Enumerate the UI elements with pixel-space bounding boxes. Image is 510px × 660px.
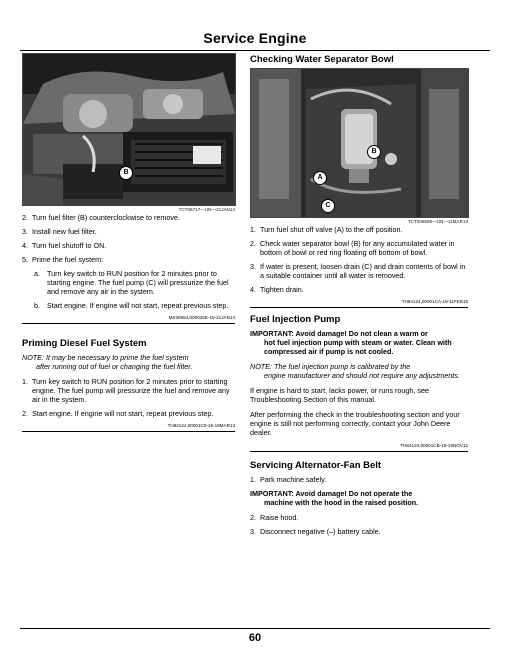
right-column <box>250 53 468 541</box>
important-alternator: IMPORTANT: Avoid damage! Do not operate the machine with the hood in the raised position. <box>250 489 419 507</box>
section-heading-priming: Priming Diesel Fuel System <box>22 338 147 349</box>
water-separator-photo <box>250 68 469 218</box>
callout-b: B <box>367 145 381 159</box>
page-title: Service Engine <box>203 30 307 46</box>
list-item: 3. Disconnect negative (–) battery cable. <box>250 527 381 536</box>
list-item: 3. If water is present, loosen drain (C) and drain contents of bowl in a suitable container until all water is removed. <box>250 262 466 280</box>
engine-illustration <box>23 54 235 205</box>
section-divider <box>250 451 468 452</box>
fuel-filter-photo <box>22 53 236 206</box>
reference-code: TH84124,00001CA-19-11FEB15 <box>401 299 468 304</box>
list-item: 5. Prime the fuel system: <box>22 255 104 264</box>
callout-c: C <box>321 199 335 213</box>
section-divider <box>22 323 235 324</box>
section-divider <box>250 307 468 308</box>
note-priming: NOTE: It may be necessary to prime the fuel system after running out of fuel or changing the fuel filter. <box>22 353 193 371</box>
reference-code: TH84124,00001CB-19-19NOV12 <box>400 443 468 448</box>
section-heading-water: Checking Water Separator Bowl <box>250 54 394 65</box>
alternator-steps <box>250 513 468 536</box>
list-item: b. Start engine. If engine will not start, repeat previous step. <box>34 301 229 310</box>
list-item: 2. Start engine. If engine will not start, repeat previous step. <box>22 409 214 418</box>
list-item: 4. Turn fuel shutoff to ON. <box>22 241 107 250</box>
figure-id: TCT06717—UN—21JAN14 <box>178 207 235 212</box>
separator-illustration <box>251 69 468 217</box>
footer-rule <box>20 628 490 629</box>
list-item: 1. Turn key switch to RUN position for 2 minutes prior to starting engine. The fuel pump will pressurize the fuel and remove any air in the system. <box>22 377 230 404</box>
injection-paragraph: After performing the check in the troubleshooting section and your engine is still not performing correctly, contact your John Deere dealer. <box>250 410 460 437</box>
list-item: a. Turn key switch to RUN position for 2 minutes prior to starting engine. The fuel pump (C) will pressurize the fuel and remove any air in the system. <box>34 269 229 296</box>
section-divider <box>22 431 235 432</box>
alternator-steps <box>250 475 468 484</box>
priming-steps <box>22 377 235 418</box>
section-heading-alternator: Servicing Alternator-Fan Belt <box>250 460 382 471</box>
callout-b: B <box>119 166 133 180</box>
list-item: 2. Raise hood. <box>250 513 299 522</box>
prime-substeps <box>22 269 235 310</box>
page-number: 60 <box>248 632 262 644</box>
left-column <box>22 53 235 438</box>
important-injection: IMPORTANT: Avoid damage! Do not clean a warm or hot fuel injection pump with steam or water. Clean with compressed air if pump is not cooled. <box>250 329 452 356</box>
fuel-filter-steps <box>22 213 235 264</box>
list-item: 2. Check water separator bowl (B) for any accumulated water in bottom of bowl or red ring floating off bottom of bowl. <box>250 239 455 257</box>
figure-id: TCT006589—UN—11MAR13 <box>407 219 468 224</box>
reference-code: TH84124,00001C9-19-19MAR13 <box>167 423 235 428</box>
list-item: 1. Turn fuel shut off valve (A) to the off position. <box>250 225 403 234</box>
reference-code: MX30654,000025E-19-21JAN14 <box>168 315 235 320</box>
note-injection: NOTE: The fuel injection pump is calibrated by the engine manufacturer and should not require any adjustments. <box>250 362 460 380</box>
list-item: 4. Tighten drain. <box>250 285 304 294</box>
list-item: 1. Park machine safely. <box>250 475 327 484</box>
list-item: 3. Install new fuel filter. <box>22 227 97 236</box>
water-steps <box>250 225 468 294</box>
section-heading-injection: Fuel Injection Pump <box>250 314 341 325</box>
list-item: 2. Turn fuel filter (B) counterclockwise to remove. <box>22 213 180 222</box>
injection-paragraph: If engine is hard to start, lacks power, or runs rough, see Troubleshooting Section of this manual. <box>250 386 429 404</box>
header-rule <box>20 50 490 51</box>
callout-a: A <box>313 171 327 185</box>
